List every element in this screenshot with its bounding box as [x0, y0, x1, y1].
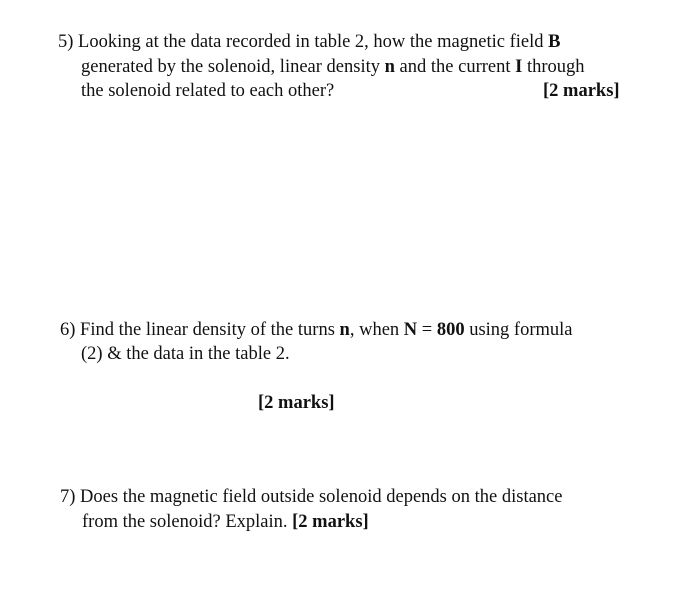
q7-marks: [2 marks] [292, 512, 369, 532]
q6-text-1g: using formula [469, 320, 573, 340]
q7-number: 7) [60, 487, 76, 507]
q6-equals: = [421, 320, 433, 340]
q5-text-3: the solenoid related to each other? [81, 81, 335, 101]
q5-text-2c: and the current [399, 57, 511, 77]
q6-symbol-N: N [403, 320, 418, 340]
q7-text-2a: from the solenoid? Explain. [82, 512, 288, 532]
q7-text-1: Does the magnetic field outside solenoid depends on the distance [80, 487, 563, 507]
q6-number: 6) [60, 320, 76, 340]
q5-line-3 [81, 79, 334, 104]
q7-line-2 [82, 510, 369, 535]
q5-symbol-I: I [515, 57, 523, 77]
q5-line-1 [58, 30, 560, 55]
q5-number: 5) [58, 32, 74, 52]
q6-symbol-n: n [339, 320, 350, 340]
q5-symbol-n: n [384, 57, 395, 77]
q6-marks: [2 marks] [258, 393, 335, 413]
q6-text-1a: Find the linear density of the turns [80, 320, 335, 340]
q6-value-800: 800 [436, 320, 465, 340]
q5-text-1a: Looking at the data recorded in table 2, how the magnetic field [78, 32, 544, 52]
q5-symbol-B: B [548, 32, 561, 52]
q5-text-2a: generated by the solenoid, linear density [81, 57, 380, 77]
q6-text-2: (2) & the data in the table 2. [81, 344, 290, 364]
q5-line-2 [81, 55, 585, 80]
q6-text-1c: , when [349, 320, 400, 340]
q6-line-1 [60, 318, 573, 343]
q6-line-2 [81, 342, 290, 367]
q7-line-1 [60, 485, 562, 510]
q5-marks: [2 marks] [543, 81, 620, 101]
q5-text-2e: through [526, 57, 585, 77]
